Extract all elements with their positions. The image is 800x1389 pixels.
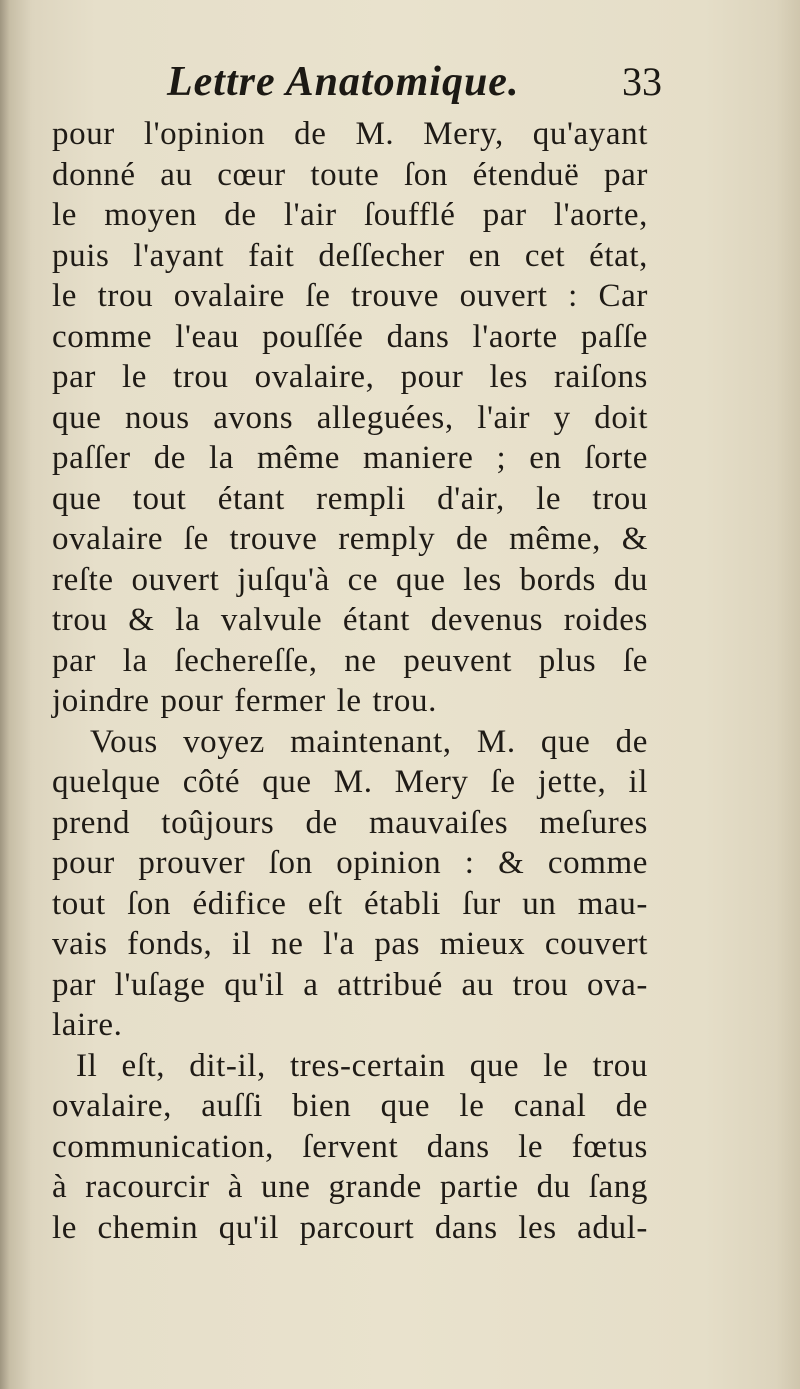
running-title: Lettre Anatomique. [167, 59, 520, 105]
text-line: donné au cœur toute ſon étenduë par [52, 156, 648, 193]
text-line: pour prouver ſon opinion : & comme [52, 845, 648, 881]
text-line: par la ſechereſſe, ne peuvent plus ſe [52, 642, 648, 679]
text-line: que nous avons alleguées, l'air y doit [52, 399, 648, 436]
page-number: 33 [622, 59, 662, 104]
text-line: pour l'opinion de M. Mery, qu'ayant [52, 116, 648, 152]
text-line: tout ſon édifice eſt établi ſur un mau- [52, 885, 648, 922]
text-line: ovalaire, auſſi bien que le canal de [52, 1088, 648, 1124]
paragraph-start-line: Il eſt, dit-il, tres-certain que le trou [76, 1047, 648, 1084]
text-line: quelque côté que M. Mery ſe jette, il [52, 764, 648, 800]
text-line: reſte ouvert juſqu'à ce que les bords du [52, 561, 648, 598]
text-line: trou & la valvule étant devenus roides [52, 602, 648, 638]
text-line: le chemin qu'il parcourt dans les adul- [52, 1209, 648, 1246]
text-line: joindre pour fermer le trou. [52, 683, 437, 719]
body-text [52, 114, 648, 1248]
text-line: le moyen de l'air ſoufflé par l'aorte, [52, 197, 648, 233]
text-line: laire. [52, 1007, 123, 1043]
text-line: vais fonds, il ne l'a pas mieux couvert [52, 926, 648, 962]
text-line: que tout étant rempli d'air, le trou [52, 480, 648, 517]
text-line: ovalaire ſe trouve remply de même, & [52, 521, 648, 557]
page-gutter-shadow [0, 0, 10, 1389]
text-line: puis l'ayant fait deſſecher en cet état, [52, 237, 648, 274]
text-line: par l'uſage qu'il a attribué au trou ova- [52, 966, 648, 1003]
text-line: paſſer de la même maniere ; en ſorte [52, 440, 648, 476]
text-line: communication, ſervent dans le fœtus [52, 1128, 648, 1165]
text-line: à racourcir à une grande partie du ſang [52, 1169, 648, 1205]
text-line: par le trou ovalaire, pour les raiſons [52, 359, 648, 395]
text-line: comme l'eau pouſſée dans l'aorte paſſe [52, 318, 648, 355]
text-line: prend toûjours de mauvaiſes meſures [52, 804, 648, 841]
running-head [52, 58, 662, 118]
paragraph-start-line: Vous voyez maintenant, M. que de [90, 723, 648, 760]
text-line: le trou ovalaire ſe trouve ouvert : Car [52, 278, 648, 314]
